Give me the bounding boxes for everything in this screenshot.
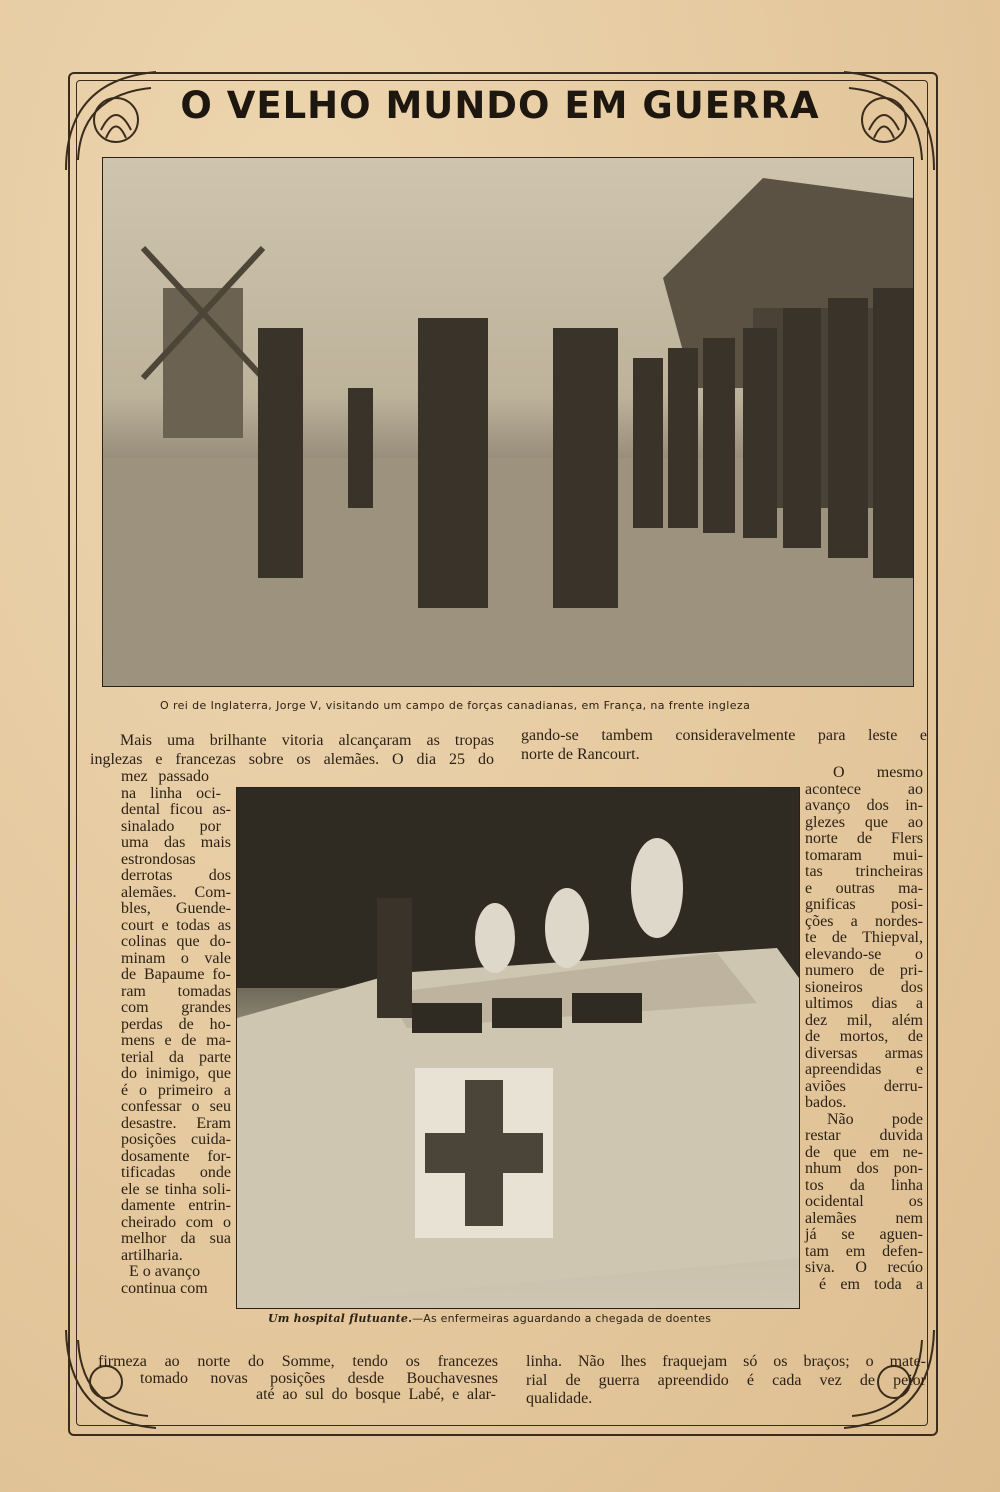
text-line: uma das mais [121, 834, 231, 851]
text-line: derrotas dos [121, 867, 231, 884]
text-line: mens e de ma- [121, 1032, 231, 1049]
text-line: confessar o seu [121, 1098, 231, 1115]
text-line: mez passado [121, 768, 209, 785]
text-line: nhum dos pon- [805, 1160, 923, 1177]
text-line: de que em ne- [805, 1143, 923, 1161]
text-line: qualidade. [526, 1390, 593, 1407]
text-line: avanço dos in- [805, 797, 923, 814]
article-top-left [90, 732, 494, 768]
text-line: do inimigo, que [121, 1065, 231, 1082]
text-line: é o primeiro a [121, 1081, 231, 1099]
text-line: tos da linha [805, 1176, 923, 1194]
photo2-caption-text: —As enfermeiras aguardando a chegada de doentes [412, 1312, 712, 1325]
text-line: terial da parte [121, 1048, 231, 1066]
text-line: O mesmo [833, 764, 923, 781]
text-line: court e todas as [121, 916, 231, 934]
text-line: dental ficou as- [121, 801, 231, 818]
text-line: ções a nordes- [805, 912, 923, 930]
article-bottom-right [526, 1354, 926, 1408]
text-line: minam o vale [121, 949, 231, 967]
text-line: firmeza ao norte do Somme, tendo os francezes [98, 1353, 498, 1370]
article-top-right [521, 728, 927, 763]
text-line: tificadas onde [121, 1164, 231, 1181]
text-line: de mortos, de [805, 1028, 923, 1045]
text-line: damente entrin- [121, 1197, 231, 1214]
text-line: de Bapaume fo- [121, 966, 231, 983]
page-title: O VELHO MUNDO EM GUERRA [180, 84, 820, 127]
photo1-caption: O rei de Inglaterra, Jorge V, visitando um campo de forças canadianas, em França, na frente ingleza [160, 699, 751, 712]
text-line: E o avanço [129, 1263, 201, 1280]
text-line: e outras ma- [805, 879, 923, 897]
text-line: siva. O recúo [805, 1259, 923, 1276]
photo2-caption [268, 1312, 711, 1325]
text-line: já se aguen- [805, 1226, 923, 1243]
text-line: até ao sul do bosque Labé, e alar- [256, 1386, 496, 1403]
photo-floating-hospital [236, 787, 800, 1309]
text-line: estrondosas [121, 850, 196, 868]
text-line: bles, Guende- [121, 900, 231, 917]
text-line: numero de pri- [805, 962, 923, 979]
text-line: linha. Não lhes fraquejam só os braços; o mate- [526, 1353, 926, 1370]
text-line: ele se tinha soli- [121, 1180, 231, 1198]
text-line: tas trincheiras [805, 863, 923, 880]
text-line: alemães. Com- [121, 883, 231, 901]
text-line: inglezas e francezas sobre os alemães. O dia 25 do [90, 750, 494, 768]
text-line: Não pode [827, 1110, 923, 1128]
text-line: aviões derru- [805, 1077, 923, 1095]
text-line: sioneiros dos [805, 978, 923, 996]
article-right-column [805, 765, 923, 1293]
text-line: com grandes [121, 999, 231, 1016]
text-line: rial de guerra apreendido é cada vez de peior [526, 1371, 926, 1389]
text-line: gnificas posi- [805, 896, 923, 913]
text-line: restar duvida [805, 1127, 923, 1144]
text-line: Mais uma brilhante vitoria alcançaram as tropas [120, 732, 494, 749]
text-line: é em toda a [819, 1275, 923, 1293]
text-line: dosamente for- [121, 1147, 231, 1165]
text-line: continua com [121, 1279, 208, 1297]
text-line: posições cuida- [121, 1131, 231, 1148]
text-line: na linha oci- [121, 784, 221, 802]
text-line: desastre. Eram [121, 1114, 231, 1132]
text-line: sinalado por [121, 817, 221, 835]
text-line: ocidental os [805, 1193, 923, 1210]
text-line: te de Thiepval, [805, 929, 923, 946]
text-line: norte de Rancourt. [521, 745, 640, 763]
text-line: acontece ao [805, 780, 923, 798]
photo2-caption-title: Um hospital flutuante. [268, 1312, 413, 1325]
text-line: artilharia. [121, 1246, 183, 1264]
text-line: elevando-se o [805, 945, 923, 963]
text-line: dez mil, além [805, 1011, 923, 1029]
text-line: ram tomadas [121, 982, 231, 1000]
text-line: perdas de ho- [121, 1015, 231, 1033]
text-line: colinas que do- [121, 933, 231, 950]
text-line: ultimos dias a [805, 995, 923, 1012]
article-bottom-left [98, 1353, 498, 1404]
text-line: bados. [805, 1094, 847, 1111]
text-line: diversas armas [805, 1044, 923, 1062]
article-left-column [121, 769, 231, 1297]
text-line: alemães nem [805, 1209, 923, 1227]
text-line: tomado novas posições desde Bouchavesnes [140, 1369, 498, 1387]
text-line: melhor da sua [121, 1230, 231, 1247]
text-line: tam em defen- [805, 1242, 923, 1260]
text-line: gando-se tambem consideravelmente para leste e [521, 727, 927, 744]
text-line: norte de Flers [805, 830, 923, 847]
text-line: apreendidas e [805, 1061, 923, 1078]
text-line: cheirado com o [121, 1213, 231, 1231]
text-line: tomaram mui- [805, 846, 923, 864]
text-line: glezes que ao [805, 813, 923, 831]
photo-king-visiting-canadian-troops [102, 157, 914, 687]
